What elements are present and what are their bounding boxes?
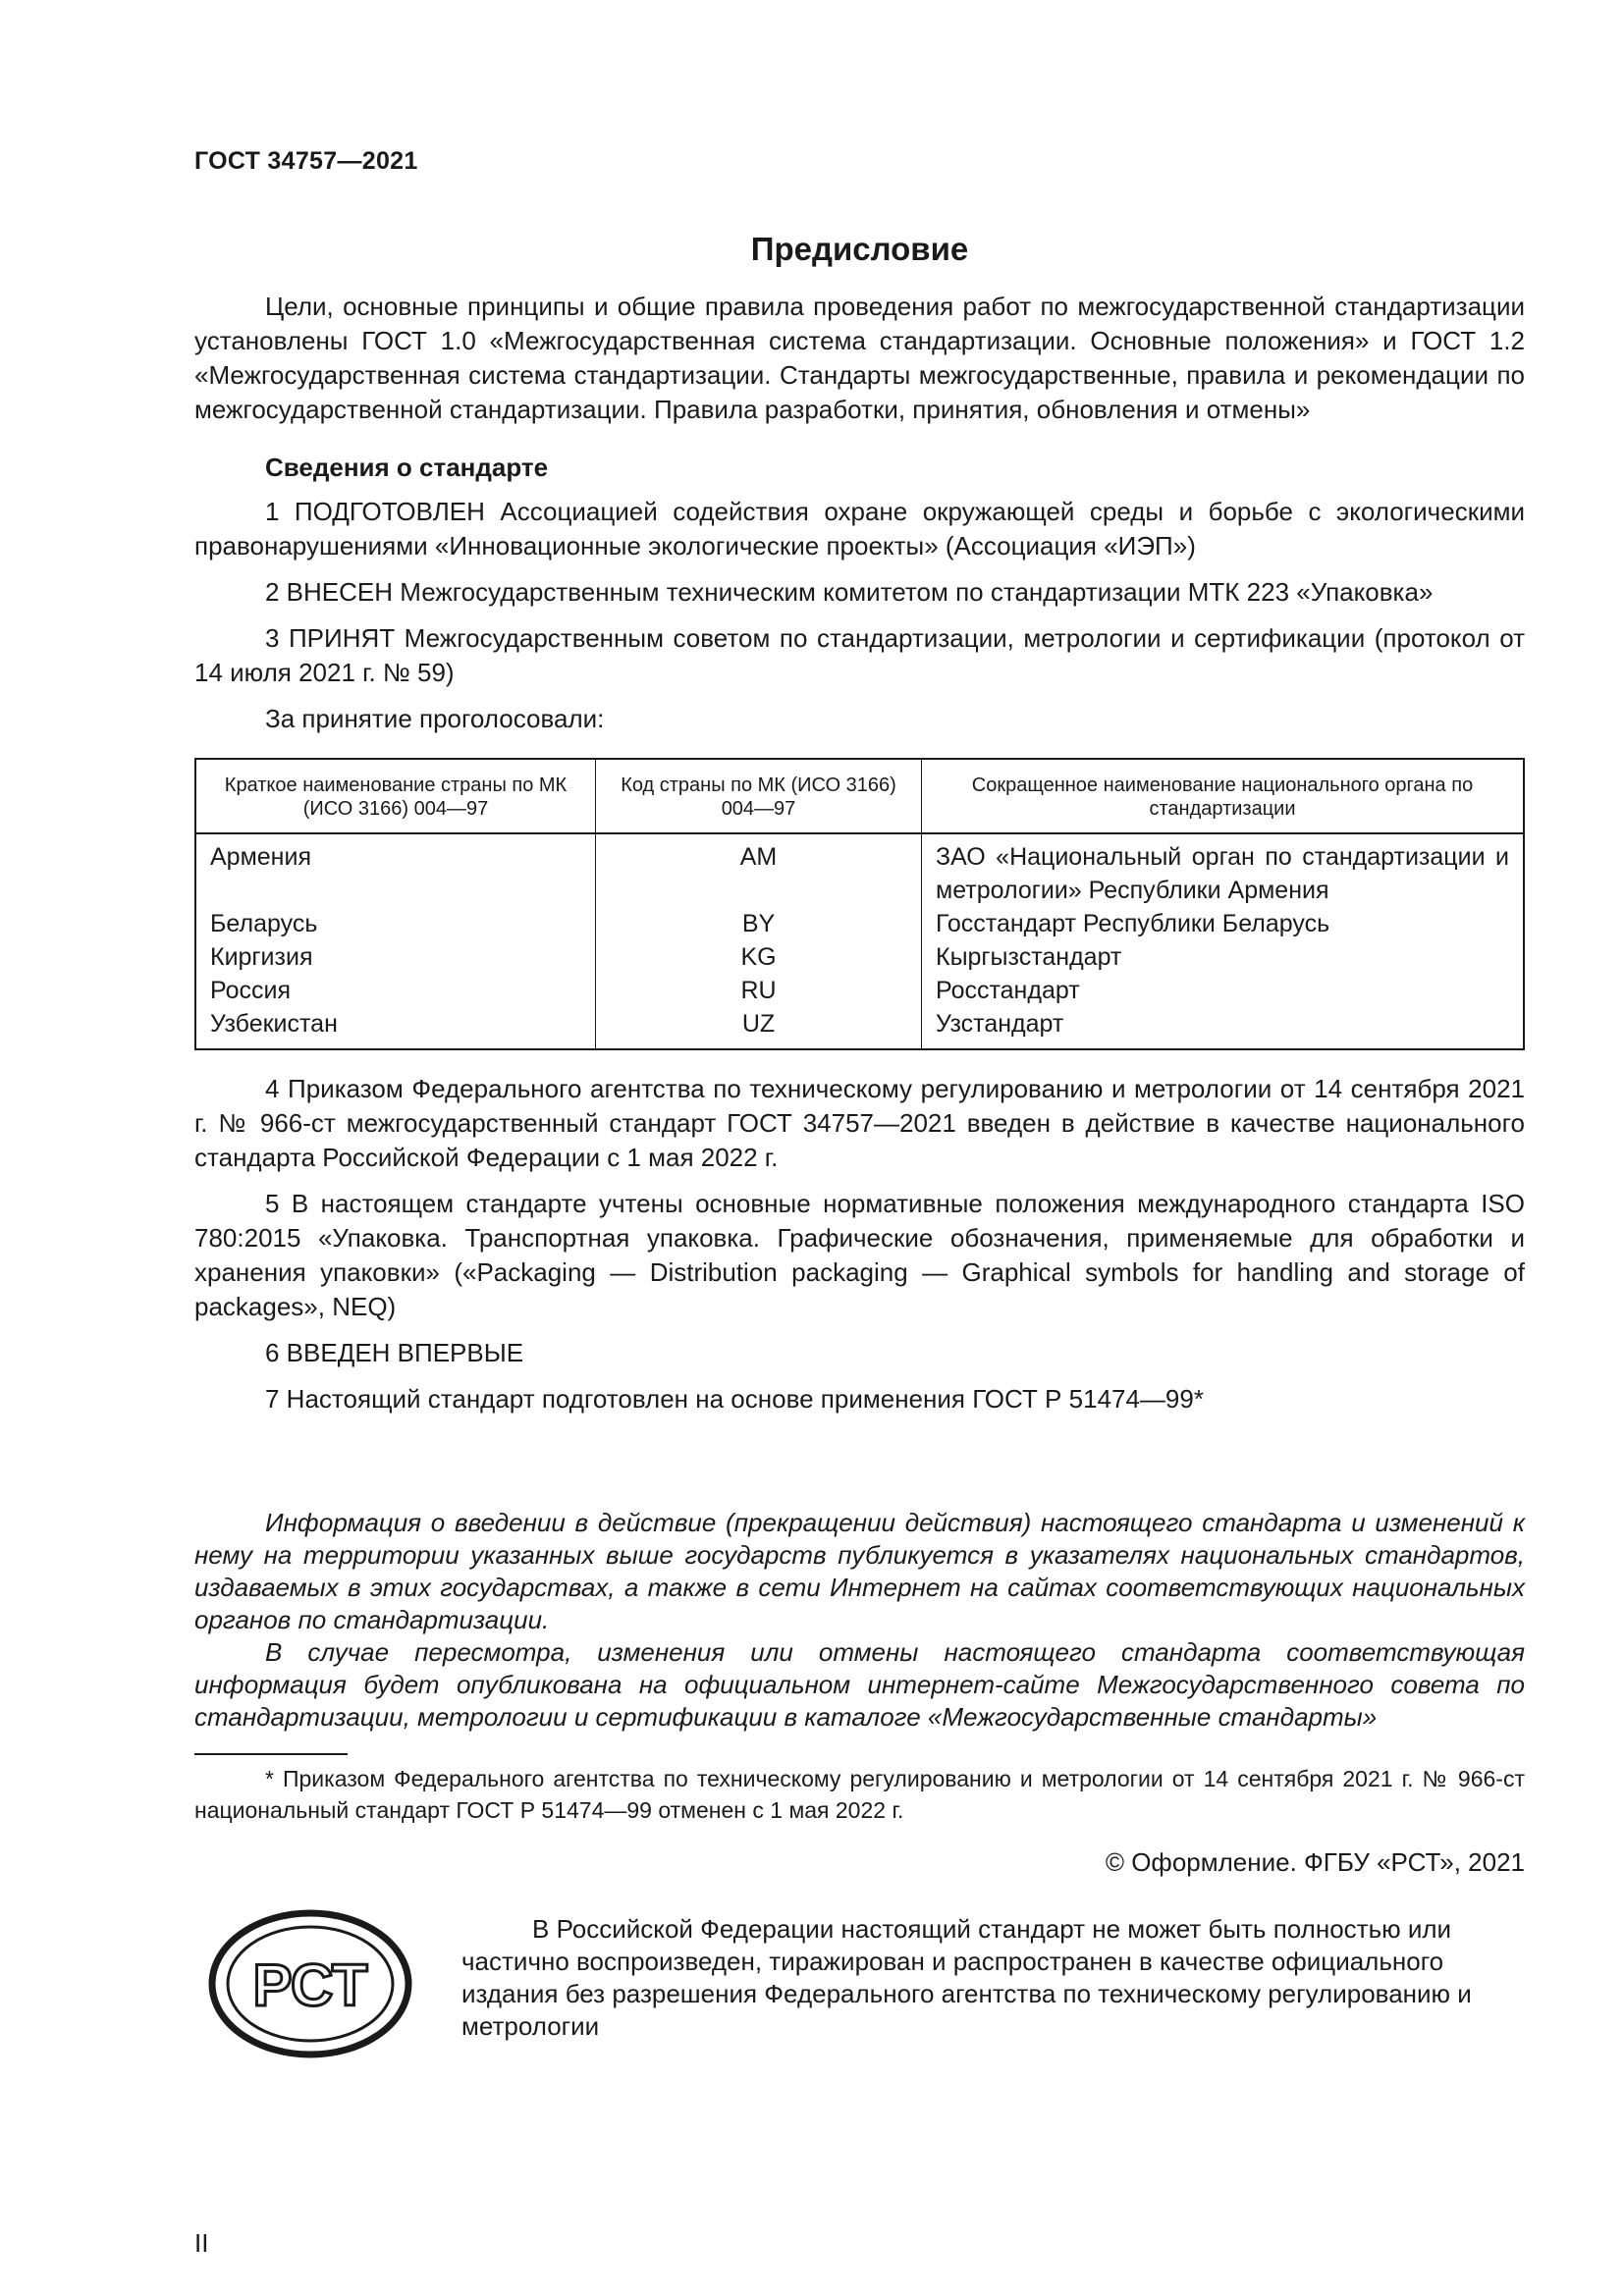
code-cell: BY <box>596 907 922 940</box>
document-page <box>194 147 1525 2137</box>
item-2: 2 ВНЕСЕН Межгосударственным техническим комитетом по стандартизации МТК 223 «Упаковка» <box>265 577 1434 607</box>
code-cell: RU <box>596 974 922 1007</box>
table-row <box>195 833 1524 907</box>
country-cell: Узбекистан <box>195 1007 596 1049</box>
bottom-block <box>194 1901 1525 2137</box>
copyright: © Оформление. ФГБУ «РСТ», 2021 <box>1105 1847 1525 1877</box>
table-row <box>195 1007 1524 1049</box>
item-6: 6 ВВЕДЕН ВПЕРВЫЕ <box>265 1338 524 1367</box>
table-row <box>195 974 1524 1007</box>
document-code: ГОСТ 34757—2021 <box>194 147 418 175</box>
info-note-2: В случае пересмотра, изменения или отмены настоящего стандарта соответствующая информация будет опубликована на официальном интернет-сайте Межгосударственного совета по стандартизации, метрологии и сертификации в каталоге «Межгосударственные стандарты» <box>194 1637 1525 1732</box>
standard-info-heading: Сведения о стандарте <box>265 453 549 482</box>
logo-text: РСТ <box>252 1952 368 2018</box>
footnote: * Приказом Федерального агентства по техническому регулированию и метрологии от 14 сентября 2021 г. № 966-ст национальный стандарт ГОСТ Р 51474—99 отменен с 1 мая 2022 г. <box>194 1766 1525 1823</box>
item-1: 1 ПОДГОТОВЛЕН Ассоциацией содействия охране окружающей среды и борьбе с экологическими правонарушениями «Инновационные экологические проекты» (Ассоциация «ИЭП») <box>194 497 1525 561</box>
info-notes <box>194 1507 1525 1734</box>
info-note-1: Информация о введении в действие (прекращении действия) настоящего стандарта и изменений к нему на территории указанных выше государств публикуется в указателях национальных стандартов, издаваемых в этих государствах, а также в сети Интернет на сайтах соответствующих национальных органов по стандартизации. <box>194 1508 1525 1634</box>
item-4: 4 Приказом Федерального агентства по техническому регулированию и метрологии от 14 сентября 2021 г. № 966-ст межгосударственный стандарт ГОСТ 34757—2021 введен в действие в качестве национального стандарта Российской Федерации с 1 мая 2022 г. <box>194 1074 1525 1172</box>
item-7: 7 Настоящий стандарт подготовлен на основе применения ГОСТ Р 51474—99* <box>265 1384 1204 1414</box>
table-row <box>195 940 1524 974</box>
country-cell: Армения <box>195 833 596 907</box>
org-cell: Кыргызстандарт <box>922 940 1525 974</box>
code-cell: UZ <box>596 1007 922 1049</box>
header-org: Сокращенное наименование национального органа по стандартизации <box>922 759 1525 833</box>
footnote-divider <box>194 1753 348 1755</box>
org-cell: Узстандарт <box>922 1007 1525 1049</box>
notice-text: В Российской Федерации настоящий стандарт не может быть полностью или частично воспроизведен, тиражирован и распространен в качестве официального издания без разрешения Федерального агентства по техническому регулированию и метрологии <box>461 1914 1472 2041</box>
reproduction-notice <box>461 1913 1525 2043</box>
intro-paragraph: Цели, основные принципы и общие правила проведения работ по межгосударственной стандартизации установлены ГОСТ 1.0 «Межгосударственная система стандартизации. Основные положения» и ГОСТ 1.2 «Межгосударственная система стандартизации. Стандарты межгосударственные, правила и рекомендации по межгосударственной стандартизации. Правила разработки, принятия, обновления и отмены» <box>194 292 1525 424</box>
page-number: II <box>194 2228 209 2258</box>
item-3: 3 ПРИНЯТ Межгосударственным советом по стандартизации, метрологии и сертификации (протокол от 14 июля 2021 г. № 59) <box>194 623 1525 687</box>
country-cell: Киргизия <box>195 940 596 974</box>
table-header-row <box>195 759 1524 833</box>
code-cell: KG <box>596 940 922 974</box>
code-cell: AM <box>596 833 922 907</box>
country-cell: Беларусь <box>195 907 596 940</box>
voting-table <box>194 758 1525 1050</box>
page-title: Предисловие <box>750 231 969 267</box>
table-row <box>195 907 1524 940</box>
org-cell: ЗАО «Национальный орган по стандартизации и метрологии» Республики Армения <box>922 833 1525 907</box>
item-5: 5 В настоящем стандарте учтены основные нормативные положения международного стандарта ISO 780:2015 «Упаковка. Транспортная упаковка. Графические обозначения, применяемые для обработки и хранения упаковки» («Packaging — Distribution packaging — Graphical symbols for handling and storage of packages», NEQ) <box>194 1189 1525 1321</box>
header-country: Краткое наименование страны по МК (ИСО 3166) 004—97 <box>195 759 596 833</box>
org-cell: Госстандарт Республики Беларусь <box>922 907 1525 940</box>
vote-intro: За принятие проголосовали: <box>265 704 605 733</box>
header-code: Код страны по МК (ИСО 3166) 004—97 <box>596 759 922 833</box>
org-cell: Росстандарт <box>922 974 1525 1007</box>
rst-logo-icon <box>206 1907 414 2060</box>
country-cell: Россия <box>195 974 596 1007</box>
